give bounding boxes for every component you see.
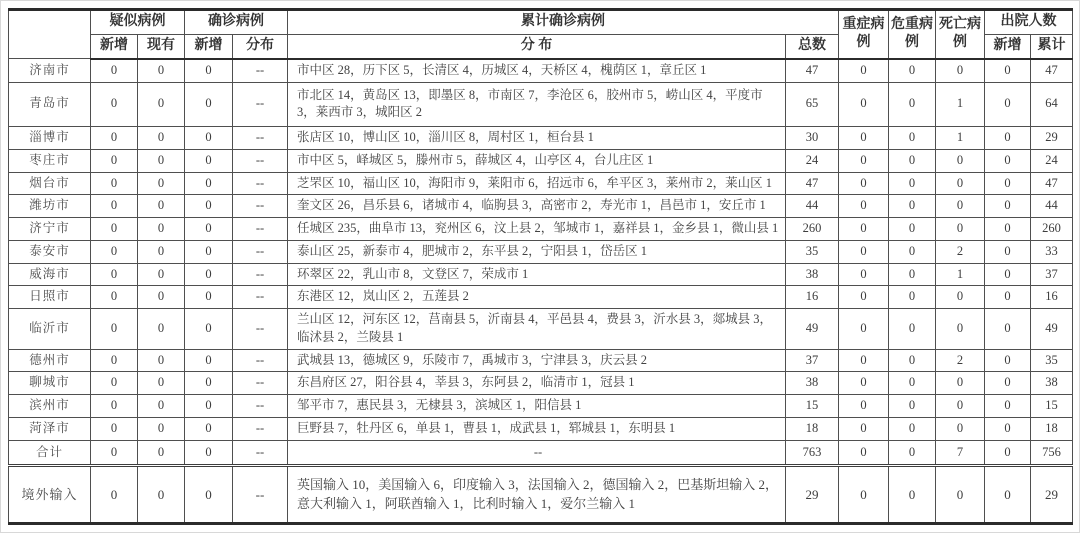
death-cases-cell: 0 bbox=[936, 309, 985, 350]
cumulative-total-cell: 763 bbox=[786, 440, 839, 466]
death-cases-cell: 0 bbox=[936, 372, 985, 395]
cumulative-total-cell: 38 bbox=[786, 372, 839, 395]
table-header bbox=[9, 10, 1073, 59]
suspected-current-cell: 0 bbox=[138, 417, 185, 440]
death-cases-cell: 0 bbox=[936, 218, 985, 241]
suspected-current-cell: 0 bbox=[138, 218, 185, 241]
cumulative-total-cell: 18 bbox=[786, 417, 839, 440]
region-name-cell: 聊城市 bbox=[9, 372, 91, 395]
severe-cases-cell: 0 bbox=[839, 466, 889, 524]
region-name-cell: 境外输入 bbox=[9, 466, 91, 524]
region-name-cell: 菏泽市 bbox=[9, 417, 91, 440]
suspected-new-cell: 0 bbox=[91, 286, 138, 309]
confirmed-new-cell: 0 bbox=[185, 59, 233, 82]
severe-cases-cell: 0 bbox=[839, 172, 889, 195]
table-row bbox=[9, 286, 1073, 309]
cumulative-total-cell: 15 bbox=[786, 395, 839, 418]
confirmed-distribution-cell: -- bbox=[233, 59, 288, 82]
discharged-new-cell: 0 bbox=[985, 395, 1031, 418]
death-cases-cell: 1 bbox=[936, 82, 985, 127]
critical-cases-cell: 0 bbox=[889, 149, 936, 172]
severe-cases-cell: 0 bbox=[839, 417, 889, 440]
discharged-total-cell: 260 bbox=[1031, 218, 1073, 241]
cumulative-total-cell: 35 bbox=[786, 240, 839, 263]
confirmed-new-cell: 0 bbox=[185, 149, 233, 172]
table-body bbox=[9, 59, 1073, 524]
cumulative-distribution-cell: -- bbox=[288, 440, 786, 466]
subheader-discharged-total: 累计 bbox=[1031, 34, 1073, 58]
death-cases-cell: 0 bbox=[936, 395, 985, 418]
death-cases-cell: 0 bbox=[936, 59, 985, 82]
critical-cases-cell: 0 bbox=[889, 286, 936, 309]
header-critical-cases: 危重病例 bbox=[889, 10, 936, 59]
confirmed-distribution-cell: -- bbox=[233, 286, 288, 309]
confirmed-new-cell: 0 bbox=[185, 82, 233, 127]
discharged-new-cell: 0 bbox=[985, 440, 1031, 466]
severe-cases-cell: 0 bbox=[839, 149, 889, 172]
discharged-new-cell: 0 bbox=[985, 218, 1031, 241]
table-row bbox=[9, 466, 1073, 524]
corner-cell bbox=[9, 10, 91, 59]
cumulative-distribution-cell: 市中区 28，历下区 5，长清区 4，历城区 4，天桥区 4，槐荫区 1，章丘区 1 bbox=[288, 59, 786, 82]
confirmed-new-cell: 0 bbox=[185, 127, 233, 150]
cumulative-total-cell: 49 bbox=[786, 309, 839, 350]
critical-cases-cell: 0 bbox=[889, 82, 936, 127]
cumulative-total-cell: 47 bbox=[786, 172, 839, 195]
cumulative-total-cell: 16 bbox=[786, 286, 839, 309]
cumulative-total-cell: 29 bbox=[786, 466, 839, 524]
suspected-current-cell: 0 bbox=[138, 149, 185, 172]
subheader-suspected-new: 新增 bbox=[91, 34, 138, 58]
discharged-new-cell: 0 bbox=[985, 240, 1031, 263]
suspected-new-cell: 0 bbox=[91, 172, 138, 195]
confirmed-distribution-cell: -- bbox=[233, 466, 288, 524]
cumulative-distribution-cell: 武城县 13，德城区 9，乐陵市 7，禹城市 3，宁津县 3，庆云县 2 bbox=[288, 349, 786, 372]
table-row bbox=[9, 372, 1073, 395]
critical-cases-cell: 0 bbox=[889, 263, 936, 286]
cumulative-distribution-cell: 东港区 12，岚山区 2，五莲县 2 bbox=[288, 286, 786, 309]
suspected-current-cell: 0 bbox=[138, 127, 185, 150]
discharged-total-cell: 35 bbox=[1031, 349, 1073, 372]
cumulative-distribution-cell: 英国输入 10，美国输入 6，印度输入 3，法国输入 2，德国输入 2，巴基斯坦输入 2，意大利输入 1，阿联酋输入 1，比利时输入 1，爱尔兰输入 1 bbox=[288, 466, 786, 524]
severe-cases-cell: 0 bbox=[839, 59, 889, 82]
table-row bbox=[9, 172, 1073, 195]
table-row bbox=[9, 309, 1073, 350]
table-row bbox=[9, 417, 1073, 440]
cumulative-distribution-cell: 芝罘区 10，福山区 10，海阳市 9，莱阳市 6，招远市 6，牟平区 3，莱州市 2，莱山区 1 bbox=[288, 172, 786, 195]
death-cases-cell: 0 bbox=[936, 195, 985, 218]
suspected-current-cell: 0 bbox=[138, 309, 185, 350]
region-name-cell: 济宁市 bbox=[9, 218, 91, 241]
discharged-new-cell: 0 bbox=[985, 309, 1031, 350]
cumulative-distribution-cell: 巨野县 7，牡丹区 6，单县 1，曹县 1，成武县 1，郓城县 1，东明县 1 bbox=[288, 417, 786, 440]
confirmed-distribution-cell: -- bbox=[233, 218, 288, 241]
confirmed-distribution-cell: -- bbox=[233, 395, 288, 418]
region-name-cell: 合计 bbox=[9, 440, 91, 466]
confirmed-distribution-cell: -- bbox=[233, 417, 288, 440]
region-name-cell: 德州市 bbox=[9, 349, 91, 372]
subheader-suspected-current: 现有 bbox=[138, 34, 185, 58]
critical-cases-cell: 0 bbox=[889, 218, 936, 241]
critical-cases-cell: 0 bbox=[889, 195, 936, 218]
cumulative-total-cell: 47 bbox=[786, 59, 839, 82]
confirmed-distribution-cell: -- bbox=[233, 372, 288, 395]
discharged-new-cell: 0 bbox=[985, 263, 1031, 286]
suspected-new-cell: 0 bbox=[91, 218, 138, 241]
discharged-total-cell: 38 bbox=[1031, 372, 1073, 395]
critical-cases-cell: 0 bbox=[889, 395, 936, 418]
confirmed-distribution-cell: -- bbox=[233, 440, 288, 466]
region-name-cell: 烟台市 bbox=[9, 172, 91, 195]
subheader-confirmed-new: 新增 bbox=[185, 34, 233, 58]
region-name-cell: 淄博市 bbox=[9, 127, 91, 150]
suspected-new-cell: 0 bbox=[91, 309, 138, 350]
subheader-confirmed-distribution: 分布 bbox=[233, 34, 288, 58]
severe-cases-cell: 0 bbox=[839, 395, 889, 418]
discharged-total-cell: 15 bbox=[1031, 395, 1073, 418]
suspected-current-cell: 0 bbox=[138, 263, 185, 286]
suspected-current-cell: 0 bbox=[138, 349, 185, 372]
discharged-new-cell: 0 bbox=[985, 59, 1031, 82]
critical-cases-cell: 0 bbox=[889, 59, 936, 82]
suspected-current-cell: 0 bbox=[138, 395, 185, 418]
suspected-new-cell: 0 bbox=[91, 59, 138, 82]
death-cases-cell: 2 bbox=[936, 349, 985, 372]
suspected-new-cell: 0 bbox=[91, 417, 138, 440]
discharged-total-cell: 29 bbox=[1031, 466, 1073, 524]
discharged-total-cell: 756 bbox=[1031, 440, 1073, 466]
critical-cases-cell: 0 bbox=[889, 127, 936, 150]
header-discharged: 出院人数 bbox=[985, 10, 1073, 35]
discharged-total-cell: 44 bbox=[1031, 195, 1073, 218]
header-row-groups bbox=[9, 10, 1073, 35]
discharged-new-cell: 0 bbox=[985, 82, 1031, 127]
discharged-new-cell: 0 bbox=[985, 286, 1031, 309]
covid-statistics-table bbox=[8, 8, 1073, 525]
table-row bbox=[9, 218, 1073, 241]
death-cases-cell: 0 bbox=[936, 149, 985, 172]
confirmed-distribution-cell: -- bbox=[233, 240, 288, 263]
confirmed-new-cell: 0 bbox=[185, 309, 233, 350]
confirmed-new-cell: 0 bbox=[185, 372, 233, 395]
table-row bbox=[9, 59, 1073, 82]
critical-cases-cell: 0 bbox=[889, 172, 936, 195]
suspected-current-cell: 0 bbox=[138, 240, 185, 263]
severe-cases-cell: 0 bbox=[839, 240, 889, 263]
table-row bbox=[9, 263, 1073, 286]
severe-cases-cell: 0 bbox=[839, 286, 889, 309]
cumulative-distribution-cell: 任城区 235，曲阜市 13，兖州区 6，汶上县 2，邹城市 1，嘉祥县 1，金乡县 1，微山县 1 bbox=[288, 218, 786, 241]
header-confirmed-cases: 确诊病例 bbox=[185, 10, 288, 35]
cumulative-total-cell: 38 bbox=[786, 263, 839, 286]
discharged-new-cell: 0 bbox=[985, 466, 1031, 524]
death-cases-cell: 1 bbox=[936, 263, 985, 286]
severe-cases-cell: 0 bbox=[839, 309, 889, 350]
suspected-new-cell: 0 bbox=[91, 349, 138, 372]
confirmed-new-cell: 0 bbox=[185, 240, 233, 263]
region-name-cell: 日照市 bbox=[9, 286, 91, 309]
cumulative-distribution-cell: 东昌府区 27，阳谷县 4，莘县 3，东阿县 2，临清市 1，冠县 1 bbox=[288, 372, 786, 395]
table-row bbox=[9, 195, 1073, 218]
subheader-cumulative-total: 总数 bbox=[786, 34, 839, 58]
suspected-current-cell: 0 bbox=[138, 286, 185, 309]
header-cumulative-confirmed-cases: 累计确诊病例 bbox=[288, 10, 839, 35]
suspected-new-cell: 0 bbox=[91, 440, 138, 466]
confirmed-distribution-cell: -- bbox=[233, 263, 288, 286]
severe-cases-cell: 0 bbox=[839, 127, 889, 150]
confirmed-new-cell: 0 bbox=[185, 440, 233, 466]
severe-cases-cell: 0 bbox=[839, 82, 889, 127]
cumulative-distribution-cell: 市北区 14，黄岛区 13，即墨区 8，市南区 7，李沧区 6，胶州市 5，崂山区 4，平度市 3，莱西市 3，城阳区 2 bbox=[288, 82, 786, 127]
table-row bbox=[9, 127, 1073, 150]
region-name-cell: 滨州市 bbox=[9, 395, 91, 418]
discharged-new-cell: 0 bbox=[985, 149, 1031, 172]
region-name-cell: 枣庄市 bbox=[9, 149, 91, 172]
cumulative-total-cell: 30 bbox=[786, 127, 839, 150]
confirmed-new-cell: 0 bbox=[185, 218, 233, 241]
suspected-current-cell: 0 bbox=[138, 82, 185, 127]
cumulative-distribution-cell: 泰山区 25，新泰市 4，肥城市 2，东平县 2，宁阳县 1，岱岳区 1 bbox=[288, 240, 786, 263]
cumulative-distribution-cell: 环翠区 22，乳山市 8，文登区 7，荣成市 1 bbox=[288, 263, 786, 286]
death-cases-cell: 0 bbox=[936, 172, 985, 195]
suspected-current-cell: 0 bbox=[138, 172, 185, 195]
subheader-discharged-new: 新增 bbox=[985, 34, 1031, 58]
table-row bbox=[9, 149, 1073, 172]
severe-cases-cell: 0 bbox=[839, 372, 889, 395]
table-row bbox=[9, 349, 1073, 372]
death-cases-cell: 0 bbox=[936, 286, 985, 309]
confirmed-distribution-cell: -- bbox=[233, 172, 288, 195]
death-cases-cell: 7 bbox=[936, 440, 985, 466]
discharged-total-cell: 16 bbox=[1031, 286, 1073, 309]
header-death-cases: 死亡病例 bbox=[936, 10, 985, 59]
region-name-cell: 泰安市 bbox=[9, 240, 91, 263]
critical-cases-cell: 0 bbox=[889, 372, 936, 395]
confirmed-distribution-cell: -- bbox=[233, 82, 288, 127]
discharged-new-cell: 0 bbox=[985, 127, 1031, 150]
critical-cases-cell: 0 bbox=[889, 309, 936, 350]
discharged-total-cell: 64 bbox=[1031, 82, 1073, 127]
severe-cases-cell: 0 bbox=[839, 263, 889, 286]
region-name-cell: 威海市 bbox=[9, 263, 91, 286]
death-cases-cell: 2 bbox=[936, 240, 985, 263]
discharged-new-cell: 0 bbox=[985, 172, 1031, 195]
confirmed-new-cell: 0 bbox=[185, 286, 233, 309]
suspected-new-cell: 0 bbox=[91, 127, 138, 150]
table-row bbox=[9, 395, 1073, 418]
confirmed-new-cell: 0 bbox=[185, 172, 233, 195]
suspected-new-cell: 0 bbox=[91, 149, 138, 172]
discharged-new-cell: 0 bbox=[985, 417, 1031, 440]
critical-cases-cell: 0 bbox=[889, 440, 936, 466]
discharged-total-cell: 18 bbox=[1031, 417, 1073, 440]
confirmed-new-cell: 0 bbox=[185, 395, 233, 418]
critical-cases-cell: 0 bbox=[889, 349, 936, 372]
confirmed-distribution-cell: -- bbox=[233, 127, 288, 150]
suspected-new-cell: 0 bbox=[91, 263, 138, 286]
discharged-total-cell: 47 bbox=[1031, 59, 1073, 82]
cumulative-total-cell: 65 bbox=[786, 82, 839, 127]
cumulative-total-cell: 260 bbox=[786, 218, 839, 241]
discharged-new-cell: 0 bbox=[985, 195, 1031, 218]
discharged-total-cell: 24 bbox=[1031, 149, 1073, 172]
suspected-new-cell: 0 bbox=[91, 372, 138, 395]
critical-cases-cell: 0 bbox=[889, 417, 936, 440]
suspected-current-cell: 0 bbox=[138, 372, 185, 395]
confirmed-distribution-cell: -- bbox=[233, 195, 288, 218]
suspected-current-cell: 0 bbox=[138, 195, 185, 218]
discharged-new-cell: 0 bbox=[985, 372, 1031, 395]
region-name-cell: 临沂市 bbox=[9, 309, 91, 350]
severe-cases-cell: 0 bbox=[839, 349, 889, 372]
suspected-current-cell: 0 bbox=[138, 440, 185, 466]
severe-cases-cell: 0 bbox=[839, 218, 889, 241]
discharged-total-cell: 49 bbox=[1031, 309, 1073, 350]
death-cases-cell: 0 bbox=[936, 417, 985, 440]
confirmed-new-cell: 0 bbox=[185, 195, 233, 218]
discharged-total-cell: 33 bbox=[1031, 240, 1073, 263]
discharged-total-cell: 47 bbox=[1031, 172, 1073, 195]
table-row bbox=[9, 82, 1073, 127]
discharged-total-cell: 29 bbox=[1031, 127, 1073, 150]
table-row bbox=[9, 440, 1073, 466]
cumulative-distribution-cell: 张店区 10，博山区 10，淄川区 8，周村区 1，桓台县 1 bbox=[288, 127, 786, 150]
death-cases-cell: 1 bbox=[936, 127, 985, 150]
discharged-total-cell: 37 bbox=[1031, 263, 1073, 286]
cumulative-distribution-cell: 兰山区 12，河东区 12，莒南县 5，沂南县 4，平邑县 4，费县 3，沂水县 3，郯城县 3，临沭县 2，兰陵县 1 bbox=[288, 309, 786, 350]
suspected-new-cell: 0 bbox=[91, 195, 138, 218]
suspected-new-cell: 0 bbox=[91, 395, 138, 418]
suspected-current-cell: 0 bbox=[138, 466, 185, 524]
critical-cases-cell: 0 bbox=[889, 240, 936, 263]
discharged-new-cell: 0 bbox=[985, 349, 1031, 372]
cumulative-total-cell: 37 bbox=[786, 349, 839, 372]
confirmed-new-cell: 0 bbox=[185, 349, 233, 372]
cumulative-distribution-cell: 奎文区 26，昌乐县 6，诸城市 4，临朐县 3，高密市 2，寿光市 1，昌邑市 1，安丘市 1 bbox=[288, 195, 786, 218]
suspected-new-cell: 0 bbox=[91, 466, 138, 524]
cumulative-distribution-cell: 市中区 5，峄城区 5，滕州市 5，薛城区 4，山亭区 4，台儿庄区 1 bbox=[288, 149, 786, 172]
critical-cases-cell: 0 bbox=[889, 466, 936, 524]
confirmed-distribution-cell: -- bbox=[233, 309, 288, 350]
region-name-cell: 青岛市 bbox=[9, 82, 91, 127]
cumulative-distribution-cell: 邹平市 7，惠民县 3，无棣县 3，滨城区 1，阳信县 1 bbox=[288, 395, 786, 418]
severe-cases-cell: 0 bbox=[839, 440, 889, 466]
subheader-cumulative-distribution: 分 布 bbox=[288, 34, 786, 58]
confirmed-new-cell: 0 bbox=[185, 417, 233, 440]
death-cases-cell: 0 bbox=[936, 466, 985, 524]
region-name-cell: 济南市 bbox=[9, 59, 91, 82]
confirmed-new-cell: 0 bbox=[185, 466, 233, 524]
header-suspected-cases: 疑似病例 bbox=[91, 10, 185, 35]
confirmed-distribution-cell: -- bbox=[233, 349, 288, 372]
severe-cases-cell: 0 bbox=[839, 195, 889, 218]
region-name-cell: 潍坊市 bbox=[9, 195, 91, 218]
suspected-new-cell: 0 bbox=[91, 240, 138, 263]
table-row bbox=[9, 240, 1073, 263]
confirmed-distribution-cell: -- bbox=[233, 149, 288, 172]
suspected-current-cell: 0 bbox=[138, 59, 185, 82]
suspected-new-cell: 0 bbox=[91, 82, 138, 127]
confirmed-new-cell: 0 bbox=[185, 263, 233, 286]
cumulative-total-cell: 44 bbox=[786, 195, 839, 218]
header-severe-cases: 重症病例 bbox=[839, 10, 889, 59]
cumulative-total-cell: 24 bbox=[786, 149, 839, 172]
